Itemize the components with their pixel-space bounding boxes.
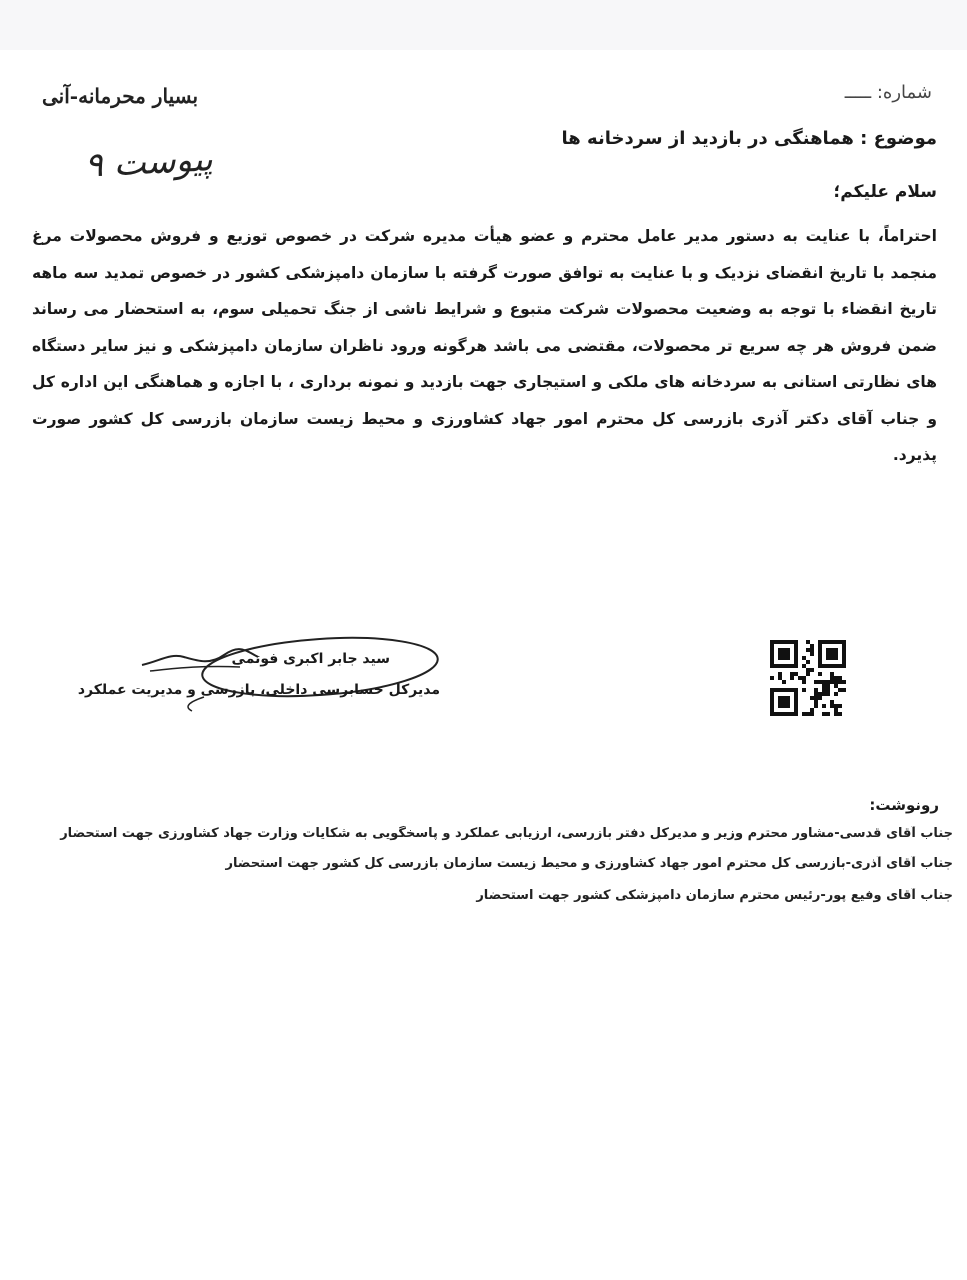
cc-line: جناب آقای وفیع پور-رئیس محترم سازمان دامپزشکی کشور جهت استحضار [476, 888, 953, 903]
letter-number: شماره: ـــــ [844, 82, 932, 103]
top-margin-band [0, 0, 967, 50]
signatory-name: سید جابر اکبری فوتمی [231, 651, 390, 667]
subject-line: موضوع : هماهنگی در بازدید از سردخانه ها [561, 128, 937, 149]
handwritten-annex-note: پیوست ۹ [83, 139, 214, 186]
classification-stamp: بسیار محرمانه-آنی [42, 84, 199, 108]
signatory-title: مدیرکل حسابرسی داخلی، بازرسی و مدیریت عملکرد [77, 682, 440, 698]
greeting: سلام علیکم؛ [833, 182, 937, 202]
cc-heading: رونوشت: [869, 796, 939, 814]
signature-block [77, 635, 440, 755]
signature-scribble [140, 635, 260, 675]
qr-code [770, 640, 846, 716]
letter-body: احتراماً، با عنایت به دستور مدیر عامل محترم و عضو هیأت مدیره شرکت در خصوص توزیع و فروش محصولات مرغ منجمد با تاریخ انقضای نزدیک و با عنایت به توافق صورت گرفته با سازمان دامپزشکی کشور در خصوص تمدید سه ماهه تاریخ انقضاء با توجه به وضعیت محصولات شرکت متبوع و شرایط ناشی از جنگ تحمیلی سوم، به استحضار می رساند ضمن فروش هر چه سریع تر محصولات، مقتضی می باشد هرگونه ورود ناظران سازمان دامپزشکی و نیز سایر دستگاه های نظارتی استانی به سردخانه های ملکی و استیجاری جهت بازدید و نمونه برداری ، با اجازه و هماهنگی این اداره کل و جناب آقای دکتر آذری بازرسی کل محترم امور جهاد کشاورزی و محیط زیست سازمان بازرسی کل کشور صورت پذیرد. [32, 227, 937, 464]
cc-line: جناب آقای آذری-بازرسی کل محترم امور جهاد کشاورزی و محیط زیست سازمان بازرسی کل کشور جهت استحضار [225, 856, 953, 871]
cc-line: جناب آقای قدسی-مشاور محترم وزیر و مدیرکل دفتر بازرسی، ارزیابی عملکرد و پاسخگویی به شکایات وزارت جهاد کشاورزی جهت استحضار [60, 826, 953, 841]
